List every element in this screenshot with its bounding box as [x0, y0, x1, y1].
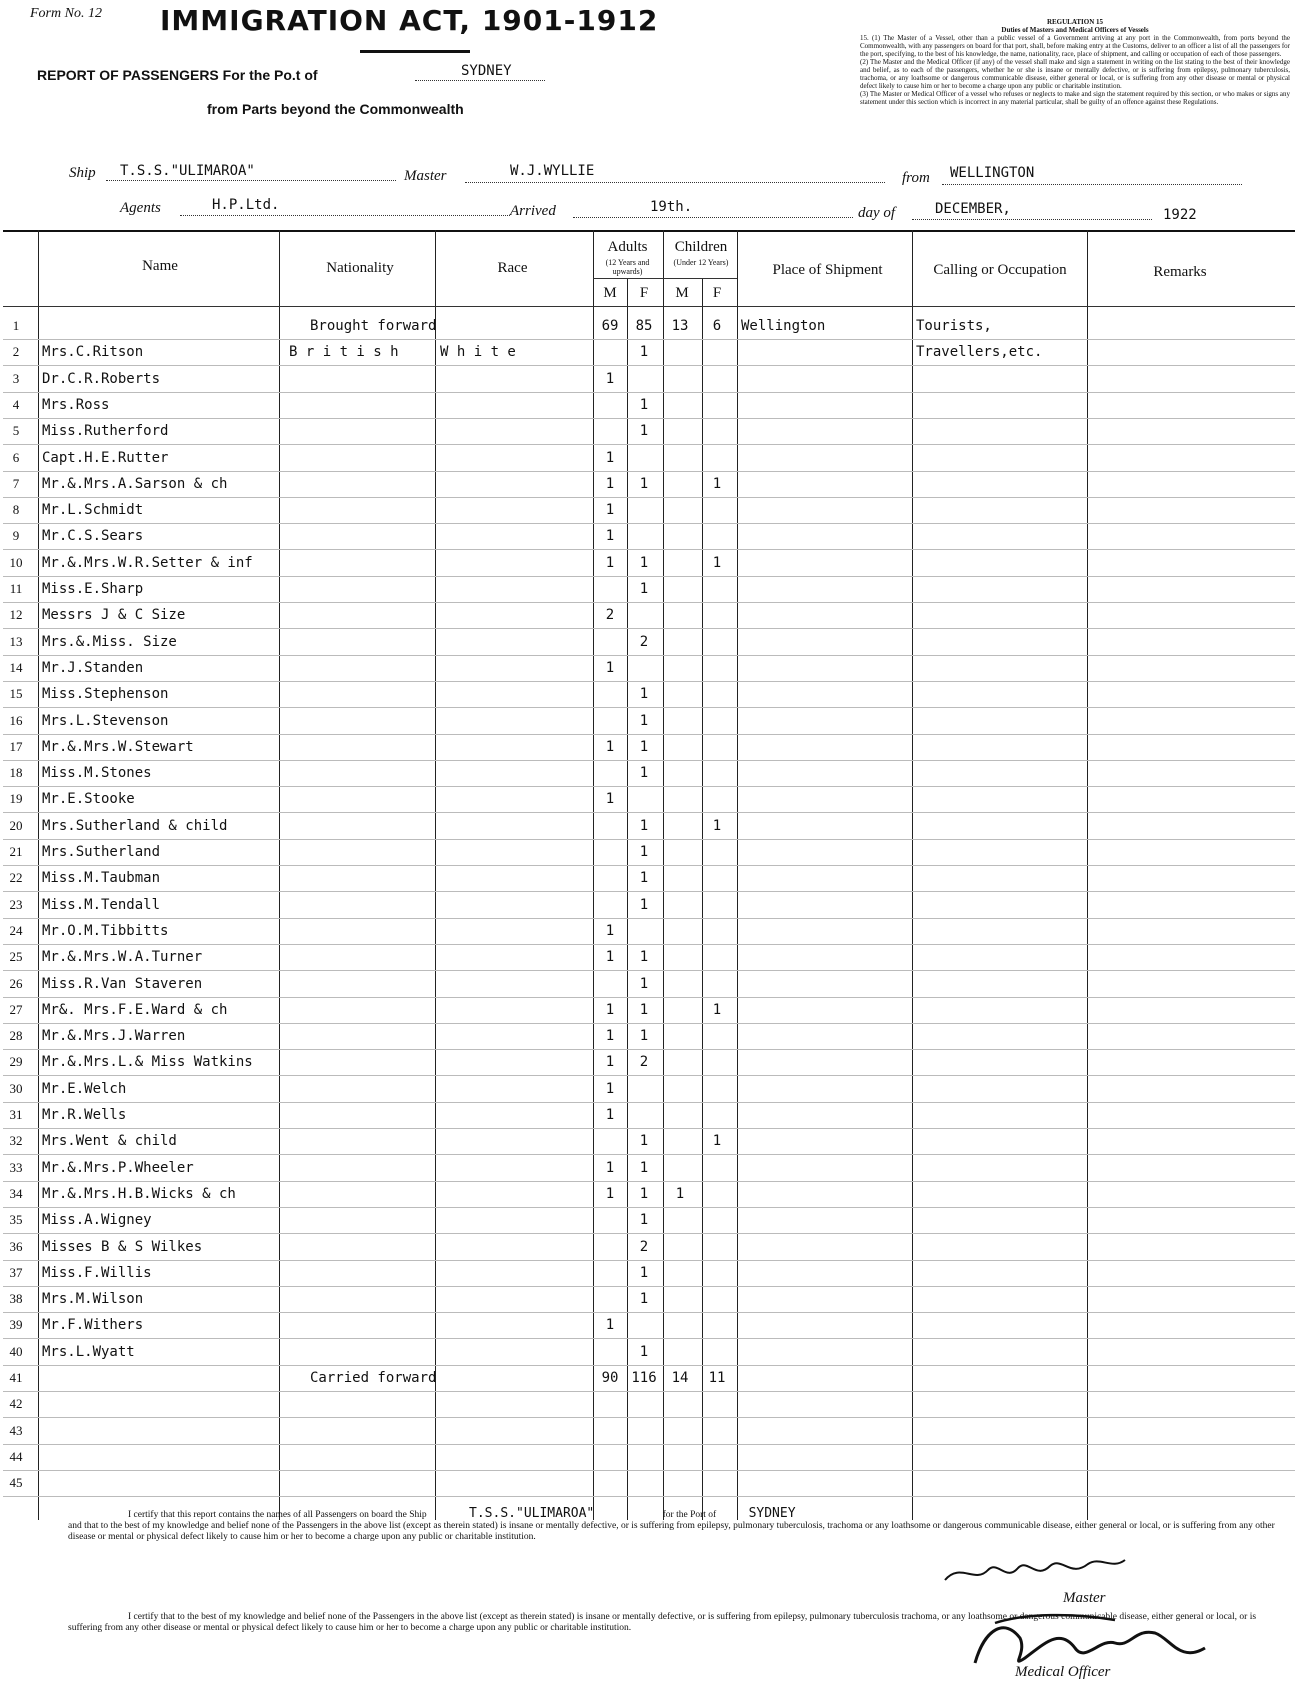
row-number: 3	[12, 371, 20, 386]
medical-officer-label: Medical Officer	[1015, 1664, 1111, 1680]
master-cert-text-a: I certify that this report contains the names of all Passengers on board the Ship	[128, 1510, 427, 1520]
col-header-calling: Calling or Occupation	[933, 262, 1067, 278]
passenger-name: Mr&. Mrs.F.E.Ward & ch	[42, 1002, 228, 1018]
row-number: 43	[9, 1423, 23, 1438]
row-number: 44	[9, 1449, 23, 1464]
column-divider	[435, 230, 436, 1520]
row-number: 4	[12, 397, 20, 412]
col-header-place: Place of Shipment	[772, 262, 883, 278]
passenger-name: Dr.C.R.Roberts	[42, 371, 161, 387]
regulation-para-3: (3) The Master or Medical Officer of a vessel who refuses or neglects to make and sign the statement required by this section, or who makes or signs any statement under this section which is incorrect in any material particular, shall be guilty of an offence against these Regulations.	[860, 90, 1290, 106]
col-header-adults: Adults	[607, 239, 648, 255]
row-number: 32	[9, 1133, 23, 1148]
row-number: 39	[9, 1317, 23, 1332]
passenger-name: Mr.O.M.Tibbitts	[42, 923, 169, 939]
col-header-children-sub: (Under 12 Years)	[673, 258, 729, 267]
children-m-cell: 14	[671, 1370, 689, 1386]
place-of-shipment-cell: Wellington	[741, 318, 826, 334]
adults-f-cell: 85	[635, 318, 653, 334]
adults-f-cell: 1	[639, 1265, 649, 1281]
adults-m-cell: 1	[605, 1160, 615, 1176]
row-number: 36	[9, 1239, 23, 1254]
medical-cert-text: I certify that to the best of my knowledge and belief none of the Passengers in the above list (except as therein stated) is insane or mentally defective, or is suffering from epilepsy, pulmonary tuberculosis trachoma, or any loathsome or dangerous communicable disease, either general or local, or is suffering from any other disease or mental or physical defect likely to cause him or her to become a charge upon any public or charitable institution.	[68, 1612, 1257, 1633]
port-dotted-line	[415, 80, 545, 81]
year-value: 1922	[1163, 207, 1197, 223]
row-number: 13	[9, 634, 23, 649]
row-number: 29	[9, 1054, 23, 1069]
row-number: 17	[9, 739, 23, 754]
month-dotted-line	[912, 219, 1152, 220]
master-value: W.J.WYLLIE	[510, 163, 595, 179]
regulation-text	[860, 18, 1290, 106]
row-number: 1	[12, 318, 20, 333]
adults-f-cell: 2	[639, 634, 649, 650]
row-rule	[3, 1049, 1295, 1050]
row-rule	[3, 497, 1295, 498]
row-number: 31	[9, 1107, 23, 1122]
adults-f-cell: 1	[639, 686, 649, 702]
passenger-name: Mrs.L.Wyatt	[42, 1344, 135, 1360]
row-rule	[3, 1154, 1295, 1155]
passenger-name: Miss.R.Van Staveren	[42, 976, 203, 992]
row-rule	[3, 997, 1295, 998]
row-number: 24	[9, 923, 23, 938]
adults-m-cell: 1	[605, 450, 615, 466]
row-number: 9	[12, 528, 20, 543]
row-number: 40	[9, 1344, 23, 1359]
adults-f-cell: 2	[639, 1054, 649, 1070]
adults-f-cell: 1	[639, 1344, 649, 1360]
port-value: SYDNEY	[461, 63, 512, 79]
adults-m-cell: 1	[605, 371, 615, 387]
col-header-adults-sub: (12 Years and upwards)	[605, 258, 650, 276]
row-number: 30	[9, 1081, 23, 1096]
master-cert-ship: T.S.S."ULIMAROA"	[469, 1506, 595, 1521]
master-certification	[68, 1508, 1288, 1543]
passenger-name: Mr.L.Schmidt	[42, 502, 144, 518]
adults-m-cell: 2	[605, 607, 615, 623]
col-header-name: Name	[142, 258, 178, 274]
row-number: 42	[9, 1396, 23, 1411]
row-rule	[3, 1207, 1295, 1208]
adults-f-cell: 1	[639, 344, 649, 360]
arrived-value: 19th.	[650, 199, 693, 215]
passenger-name: Capt.H.E.Rutter	[42, 450, 169, 466]
regulation-para-2: (2) The Master and the Medical Officer (if any) of the vessel shall make and sign a statement in writing on the list stating to the best of their knowledge and belief, as to each of the passengers, whether he or she is insane or mentally defective, or is suffering from epilepsy, pulmonary tuberculosis, trachoma, or any loathsome or dangerous communicable disease, either general or local, or is suffering from any other disease or mental or physical defect likely to cause him or her to become a charge upon any public or charitable institution.	[860, 58, 1290, 90]
passenger-name: Messrs J & C Size	[42, 607, 186, 623]
row-rule	[3, 707, 1295, 708]
regulation-subtitle: Duties of Masters and Medical Officers of Vessels	[1001, 26, 1149, 34]
master-cert-text-b: for the Port of	[662, 1510, 717, 1520]
row-number: 33	[9, 1160, 23, 1175]
passenger-name: Mr.&.Mrs.J.Warren	[42, 1028, 186, 1044]
adults-f-cell: 1	[639, 949, 649, 965]
passenger-name: Miss.M.Tendall	[42, 897, 161, 913]
adults-m-cell: 1	[605, 1107, 615, 1123]
regulation-para-1: 15. (1) The Master of a Vessel, other than a public vessel of a Government arriving at any port in the Commonwealth, from ports beyond the Commonwealth, with any passengers on board for that port, shall, before making entry at the Customs, deliver to an officer a list of all the passengers for the port, specifying, to the best of his knowledge, the name, nationality, race, place of shipment, and calling or occupation of each of those passengers.	[860, 34, 1290, 58]
adults-f-cell: 1	[639, 897, 649, 913]
adults-m-cell: 1	[605, 923, 615, 939]
passenger-name: Mr.&.Mrs.L.& Miss Watkins	[42, 1054, 253, 1070]
row-number: 23	[9, 897, 23, 912]
passenger-name: Mrs.Sutherland	[42, 844, 161, 860]
row-rule	[3, 1023, 1295, 1024]
row-number: 2	[12, 344, 20, 359]
row-rule	[3, 576, 1295, 577]
form-number: Form No. 12	[30, 6, 102, 21]
adults-m-cell: 1	[605, 1186, 615, 1202]
column-divider	[593, 230, 594, 1520]
row-rule	[3, 1102, 1295, 1103]
passenger-name: Mr.&.Mrs.W.Stewart	[42, 739, 194, 755]
adults-f-cell: 1	[639, 818, 649, 834]
col-header-children: Children	[674, 239, 728, 255]
arrived-label: Arrived	[510, 203, 556, 219]
calling-cell: Travellers,etc.	[916, 344, 1043, 360]
nationality-cell: B r i t i s h	[289, 344, 399, 360]
col-header-adults-m: M	[603, 285, 617, 301]
row-rule	[3, 339, 1295, 340]
passenger-name: Miss.F.Willis	[42, 1265, 152, 1281]
row-number: 11	[9, 581, 23, 596]
row-number: 41	[9, 1370, 23, 1385]
race-cell: W h i t e	[440, 344, 516, 360]
row-rule	[3, 1312, 1295, 1313]
row-rule	[3, 1233, 1295, 1234]
passenger-name: Misses B & S Wilkes	[42, 1239, 203, 1255]
master-signature	[940, 1552, 1130, 1592]
passenger-name: Mrs.&.Miss. Size	[42, 634, 177, 650]
passenger-name: Mr.J.Standen	[42, 660, 144, 676]
passenger-name: Mrs.Sutherland & child	[42, 818, 228, 834]
children-f-cell: 1	[712, 555, 722, 571]
passenger-name: Miss.A.Wigney	[42, 1212, 152, 1228]
adults-m-cell: 1	[605, 1081, 615, 1097]
passenger-name: Mrs.C.Ritson	[42, 344, 144, 360]
adults-f-cell: 1	[639, 844, 649, 860]
adults-f-cell: 1	[639, 476, 649, 492]
row-rule	[3, 1365, 1295, 1366]
master-cert-port: SYDNEY	[748, 1506, 796, 1521]
row-number: 28	[9, 1028, 23, 1043]
row-number: 14	[9, 660, 23, 675]
subheader-rule	[593, 278, 737, 279]
row-rule	[3, 681, 1295, 682]
adults-f-cell: 1	[639, 976, 649, 992]
from-value: WELLINGTON	[950, 165, 1035, 181]
passenger-name: Mr.&.Mrs.A.Sarson & ch	[42, 476, 228, 492]
adults-f-cell: 1	[639, 1186, 649, 1202]
column-divider	[737, 230, 738, 1520]
passenger-name: Mr.&.Mrs.W.A.Turner	[42, 949, 203, 965]
adults-m-cell: 1	[605, 1028, 615, 1044]
from-parts-label: from Parts beyond the Commonwealth	[207, 101, 464, 117]
row-number: 19	[9, 791, 23, 806]
children-m-cell: 1	[675, 1186, 685, 1202]
report-label: REPORT OF PASSENGERS For the Po.t of	[37, 67, 318, 83]
adults-f-cell: 2	[639, 1239, 649, 1255]
passenger-name: Mr.R.Wells	[42, 1107, 127, 1123]
row-number: 37	[9, 1265, 23, 1280]
row-rule	[3, 1391, 1295, 1392]
adults-f-cell: 1	[639, 870, 649, 886]
row-rule	[3, 1338, 1295, 1339]
row-rule	[3, 444, 1295, 445]
passenger-name: Miss.Rutherford	[42, 423, 169, 439]
adults-f-cell: 1	[639, 1212, 649, 1228]
adults-f-cell: 1	[639, 1291, 649, 1307]
row-number: 38	[9, 1291, 23, 1306]
row-number: 8	[12, 502, 20, 517]
col-header-nationality: Nationality	[326, 260, 394, 276]
row-rule	[3, 786, 1295, 787]
arrived-dotted-line	[573, 217, 853, 218]
row-number: 5	[12, 423, 20, 438]
adults-m-cell: 1	[605, 949, 615, 965]
agents-dotted-line	[180, 215, 510, 216]
row-rule	[3, 1444, 1295, 1445]
adults-f-cell: 1	[639, 555, 649, 571]
adults-m-cell: 1	[605, 1002, 615, 1018]
passenger-name: Mrs.Went & child	[42, 1133, 177, 1149]
column-divider	[627, 278, 628, 1520]
row-rule	[3, 734, 1295, 735]
passenger-name: Mr.&.Mrs.H.B.Wicks & ch	[42, 1186, 236, 1202]
row-number: 10	[9, 555, 23, 570]
row-rule	[3, 655, 1295, 656]
month-value: DECEMBER,	[935, 201, 1011, 217]
column-divider	[38, 230, 39, 1520]
row-rule	[3, 365, 1295, 366]
adults-m-cell: 90	[601, 1370, 619, 1386]
ship-value: T.S.S."ULIMAROA"	[120, 163, 255, 179]
adults-m-cell: 1	[605, 476, 615, 492]
passenger-name: Miss.Stephenson	[42, 686, 169, 702]
day-of-label: day of	[858, 205, 896, 221]
col-header-remarks: Remarks	[1153, 264, 1207, 280]
row-number: 34	[9, 1186, 23, 1201]
passenger-name: Mr.C.S.Sears	[42, 528, 144, 544]
row-rule	[3, 839, 1295, 840]
col-header-adults-f: F	[639, 285, 649, 301]
ship-label: Ship	[69, 165, 96, 181]
adults-m-cell: 69	[601, 318, 619, 334]
master-label: Master	[404, 168, 447, 184]
calling-cell: Tourists,	[916, 318, 992, 334]
col-header-race: Race	[497, 260, 528, 276]
adults-m-cell: 1	[605, 1054, 615, 1070]
row-number: 22	[9, 870, 23, 885]
column-divider	[702, 278, 703, 1520]
row-rule	[3, 918, 1295, 919]
passenger-name: Mrs.M.Wilson	[42, 1291, 144, 1307]
passenger-name: Mr.&.Mrs.W.R.Setter & inf	[42, 555, 253, 571]
row-rule	[3, 392, 1295, 393]
row-number: 45	[9, 1475, 23, 1490]
row-rule	[3, 760, 1295, 761]
row-number: 20	[9, 818, 23, 833]
row-rule	[3, 523, 1295, 524]
master-signature-label: Master	[1063, 1590, 1106, 1606]
adults-f-cell: 1	[639, 1133, 649, 1149]
nationality-cell: Brought forward	[310, 318, 437, 334]
children-f-cell: 1	[712, 818, 722, 834]
row-number: 27	[9, 1002, 23, 1017]
children-f-cell: 11	[708, 1370, 726, 1386]
row-number: 26	[9, 976, 23, 991]
row-rule	[3, 1075, 1295, 1076]
row-number: 18	[9, 765, 23, 780]
passenger-name: Miss.M.Stones	[42, 765, 152, 781]
row-rule	[3, 471, 1295, 472]
row-rule	[3, 891, 1295, 892]
adults-f-cell: 1	[639, 423, 649, 439]
children-f-cell: 1	[712, 1002, 722, 1018]
row-rule	[3, 944, 1295, 945]
agents-label: Agents	[120, 200, 161, 216]
adults-f-cell: 1	[639, 1028, 649, 1044]
adults-f-cell: 1	[639, 1002, 649, 1018]
adults-f-cell: 1	[639, 397, 649, 413]
row-rule	[3, 865, 1295, 866]
page-title: IMMIGRATION ACT, 1901-1912	[160, 4, 659, 37]
adults-m-cell: 1	[605, 555, 615, 571]
adults-f-cell: 1	[639, 765, 649, 781]
row-rule	[3, 628, 1295, 629]
row-number: 21	[9, 844, 23, 859]
column-divider	[1087, 230, 1088, 1520]
row-number: 6	[12, 450, 20, 465]
row-rule	[3, 1496, 1295, 1497]
title-rule	[360, 50, 470, 53]
row-number: 15	[9, 686, 23, 701]
children-f-cell: 6	[712, 318, 722, 334]
adults-f-cell: 1	[639, 739, 649, 755]
adults-f-cell: 1	[639, 1160, 649, 1176]
adults-m-cell: 1	[605, 1317, 615, 1333]
row-rule	[3, 1260, 1295, 1261]
passenger-name: Miss.M.Taubman	[42, 870, 161, 886]
from-dotted-line	[942, 184, 1242, 185]
passenger-name: Mr.&.Mrs.P.Wheeler	[42, 1160, 194, 1176]
adults-m-cell: 1	[605, 502, 615, 518]
passenger-name: Mr.F.Withers	[42, 1317, 144, 1333]
from-label: from	[902, 170, 930, 186]
column-divider	[912, 230, 913, 1520]
children-m-cell: 13	[671, 318, 689, 334]
column-divider	[663, 230, 664, 1520]
adults-m-cell: 1	[605, 791, 615, 807]
agents-value: H.P.Ltd.	[212, 197, 280, 213]
children-f-cell: 1	[712, 1133, 722, 1149]
row-rule	[3, 549, 1295, 550]
column-divider	[279, 230, 280, 1520]
children-f-cell: 1	[712, 476, 722, 492]
header-rule	[3, 306, 1295, 307]
row-rule	[3, 1128, 1295, 1129]
adults-m-cell: 1	[605, 739, 615, 755]
master-cert-text-c: and that to the best of my knowledge and belief none of the Passengers in the above list (except as therein stated) is insane or mentally defective, or is suffering from epilepsy, pulmonary tuberculosis, trachoma or any loathsome or dangerous communicable disease, either general or local, or is suffering from any other disease or mental or physical defect likely to cause him or her to become a charge upon any public or charitable institution.	[68, 1521, 1275, 1542]
passenger-name: Mrs.L.Stevenson	[42, 713, 169, 729]
col-header-children-m: M	[675, 285, 689, 301]
adults-m-cell: 1	[605, 660, 615, 676]
row-rule	[3, 418, 1295, 419]
row-rule	[3, 1181, 1295, 1182]
passenger-name: Miss.E.Sharp	[42, 581, 144, 597]
row-rule	[3, 812, 1295, 813]
passenger-name: Mr.E.Stooke	[42, 791, 135, 807]
row-rule	[3, 1470, 1295, 1471]
col-header-children-f: F	[712, 285, 722, 301]
row-rule	[3, 970, 1295, 971]
passenger-name: Mr.E.Welch	[42, 1081, 127, 1097]
nationality-cell: Carried forward	[310, 1370, 437, 1386]
regulation-title: REGULATION 15	[1046, 18, 1104, 26]
adults-m-cell: 1	[605, 528, 615, 544]
row-rule	[3, 1286, 1295, 1287]
master-dotted-line	[465, 182, 885, 183]
row-number: 12	[9, 607, 23, 622]
row-number: 35	[9, 1212, 23, 1227]
row-rule	[3, 1417, 1295, 1418]
row-rule	[3, 602, 1295, 603]
ship-dotted-line	[106, 180, 396, 181]
adults-f-cell: 1	[639, 713, 649, 729]
row-number: 7	[12, 476, 20, 491]
adults-f-cell: 1	[639, 581, 649, 597]
row-number: 25	[9, 949, 23, 964]
row-number: 16	[9, 713, 23, 728]
adults-f-cell: 116	[631, 1370, 657, 1386]
passenger-name: Mrs.Ross	[42, 397, 110, 413]
